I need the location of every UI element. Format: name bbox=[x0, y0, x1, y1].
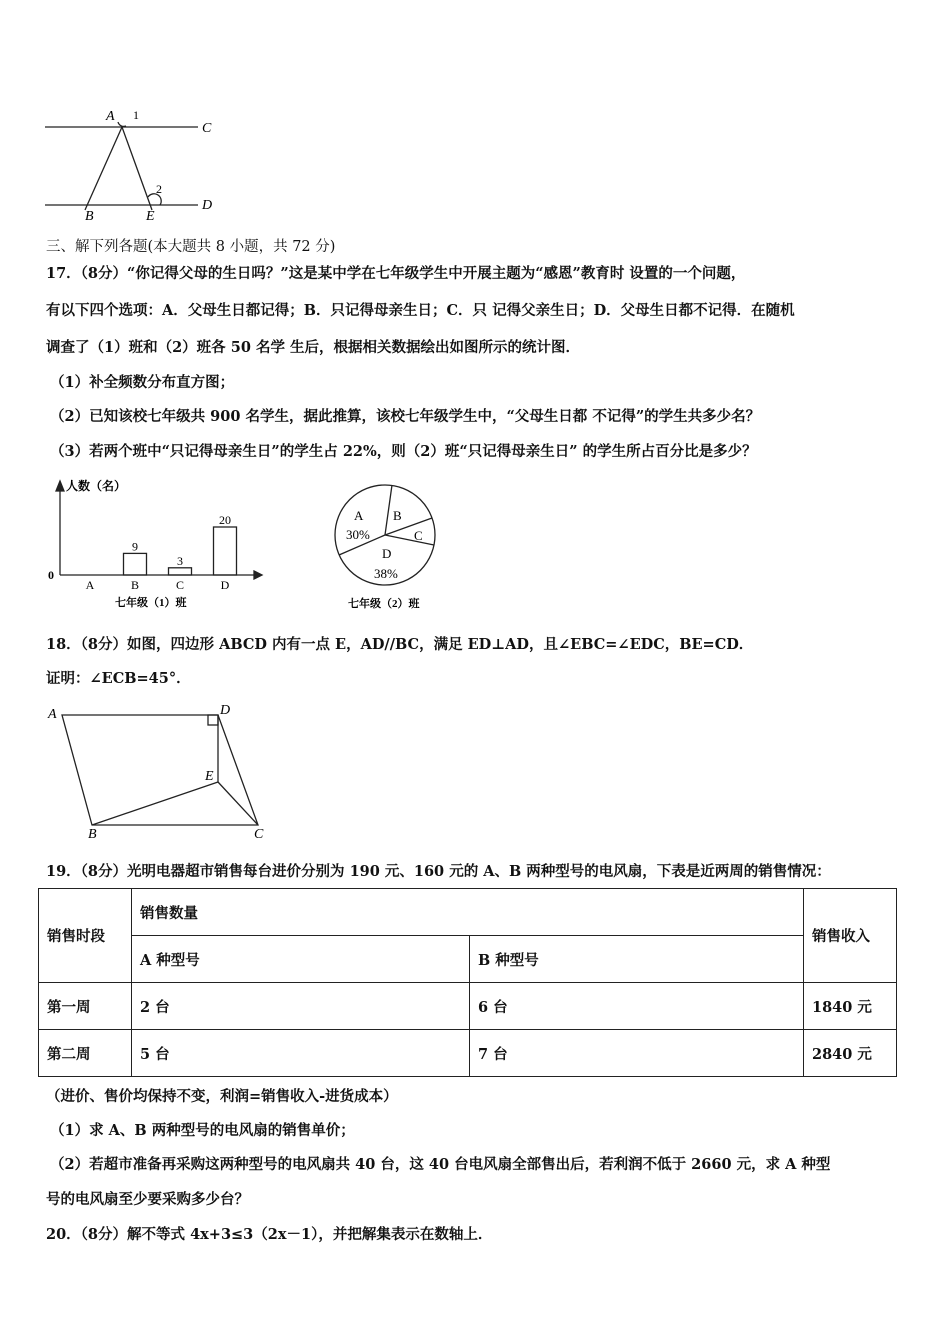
slice-percent-d: 38% bbox=[374, 566, 398, 581]
cell-b: 7 台 bbox=[470, 1030, 804, 1077]
cell-income: 2840 元 bbox=[804, 1030, 897, 1077]
label-d: D bbox=[202, 198, 213, 213]
q17-line: 17．（8分）“你记得父母的生日吗？”这是某中学在七年级学生中开展主题为“感恩”教育时 设置的一个问题， bbox=[46, 265, 746, 282]
table-row bbox=[39, 983, 897, 1030]
label-e: E bbox=[205, 769, 214, 784]
label-a: A bbox=[106, 109, 115, 124]
q17-line: 调查了（1）班和（2）班各 50 名学 生后，根据相关数据绘出如图所示的统计图． bbox=[46, 339, 580, 356]
sales-table bbox=[38, 888, 897, 1077]
x-tick-label: B bbox=[130, 578, 140, 592]
header-income: 销售收入 bbox=[804, 889, 897, 983]
parallel-lines-figure bbox=[0, 100, 240, 230]
bar-chart bbox=[40, 475, 280, 615]
label-b: B bbox=[85, 209, 94, 224]
chart-title: 七年级（2）班 bbox=[348, 598, 420, 610]
bar-value-label: 3 bbox=[177, 553, 183, 568]
y-axis-label: 人数（名） bbox=[66, 479, 127, 493]
slice-label-a: A bbox=[354, 508, 364, 523]
cell-a: 2 台 bbox=[132, 983, 470, 1030]
cell-period: 第一周 bbox=[39, 983, 132, 1030]
slice-label-d: D bbox=[382, 546, 392, 561]
origin-label: 0 bbox=[48, 568, 54, 582]
label-c: C bbox=[202, 121, 212, 136]
q18-line: 18．（8分）如图，四边形 ABCD 内有一点 E，AD//BC，满足 ED⊥AD，且∠EBC=∠EDC，BE=CD． bbox=[46, 636, 754, 653]
bar-D bbox=[214, 527, 237, 575]
cell-income: 1840 元 bbox=[804, 983, 897, 1030]
q17-line: 有以下四个选项：A．父母生日都记得；B．只记得母亲生日；C．只 记得父亲生日；D．父母生日都不记得．在随机 bbox=[46, 302, 795, 319]
label-e: E bbox=[146, 209, 155, 224]
label-c: C bbox=[254, 827, 264, 840]
q19-part: （2）若超市准备再采购这两种型号的电风扇共 40 台，这 40 台电风扇全部售出后，若利润不低于 2660 元，求 A 种型 bbox=[50, 1156, 831, 1173]
label-b: B bbox=[88, 827, 97, 840]
q17-part: （1）补全频数分布直方图； bbox=[50, 374, 235, 391]
pie-chart bbox=[330, 480, 450, 615]
header-quantity: 销售数量 bbox=[132, 889, 804, 936]
label-d: D bbox=[220, 703, 231, 718]
quadrilateral-figure bbox=[40, 700, 280, 840]
cell-b: 6 台 bbox=[470, 983, 804, 1030]
slice-label-b: B bbox=[393, 508, 402, 523]
label-1: 1 bbox=[133, 108, 139, 122]
label-2: 2 bbox=[156, 182, 162, 196]
q19-part: 号的电风扇至少要采购多少台？ bbox=[46, 1191, 249, 1208]
x-tick-label: D bbox=[220, 578, 230, 592]
section-heading: 三、解下列各题(本大题共 8 小题，共 72 分) bbox=[46, 239, 336, 255]
bar-C bbox=[169, 568, 192, 575]
header-period: 销售时段 bbox=[39, 889, 132, 983]
label-a: A bbox=[48, 707, 57, 722]
x-tick-label: A bbox=[85, 578, 95, 592]
q20-line: 20．（8分）解不等式 4x+3≤3（2x－1），并把解集表示在数轴上． bbox=[46, 1226, 493, 1243]
bar-value-label: 20 bbox=[219, 513, 231, 527]
table-row bbox=[39, 1030, 897, 1077]
header-type-a: A 种型号 bbox=[132, 936, 470, 983]
slice-label-c: C bbox=[414, 528, 423, 543]
q18-line: 证明：∠ECB=45°． bbox=[46, 670, 191, 687]
cell-a: 5 台 bbox=[132, 1030, 470, 1077]
chart-title: 七年级（1）班 bbox=[115, 597, 187, 609]
cell-period: 第二周 bbox=[39, 1030, 132, 1077]
bar-B bbox=[124, 553, 147, 575]
header-type-b: B 种型号 bbox=[470, 936, 804, 983]
q19-line: 19．（8分）光明电器超市销售每台进价分别为 190 元、160 元的 A、B 两种型号的电风扇，下表是近两周的销售情况： bbox=[46, 863, 831, 880]
slice-percent-a: 30% bbox=[346, 527, 370, 542]
q19-note: （进价、售价均保持不变，利润=销售收入-进货成本） bbox=[46, 1088, 398, 1105]
x-tick-label: C bbox=[175, 578, 185, 592]
q19-part: （1）求 A、B 两种型号的电风扇的销售单价； bbox=[50, 1122, 355, 1139]
q17-part: （3）若两个班中“只记得母亲生日”的学生占 22%，则（2）班“只记得母亲生日” 的学生所占百分比是多少？ bbox=[50, 443, 757, 460]
q17-part: （2）已知该校七年级共 900 名学生，据此推算，该校七年级学生中，“父母生日都 不记得”的学生共多少名？ bbox=[50, 408, 761, 425]
bar-value-label: 9 bbox=[132, 539, 138, 554]
